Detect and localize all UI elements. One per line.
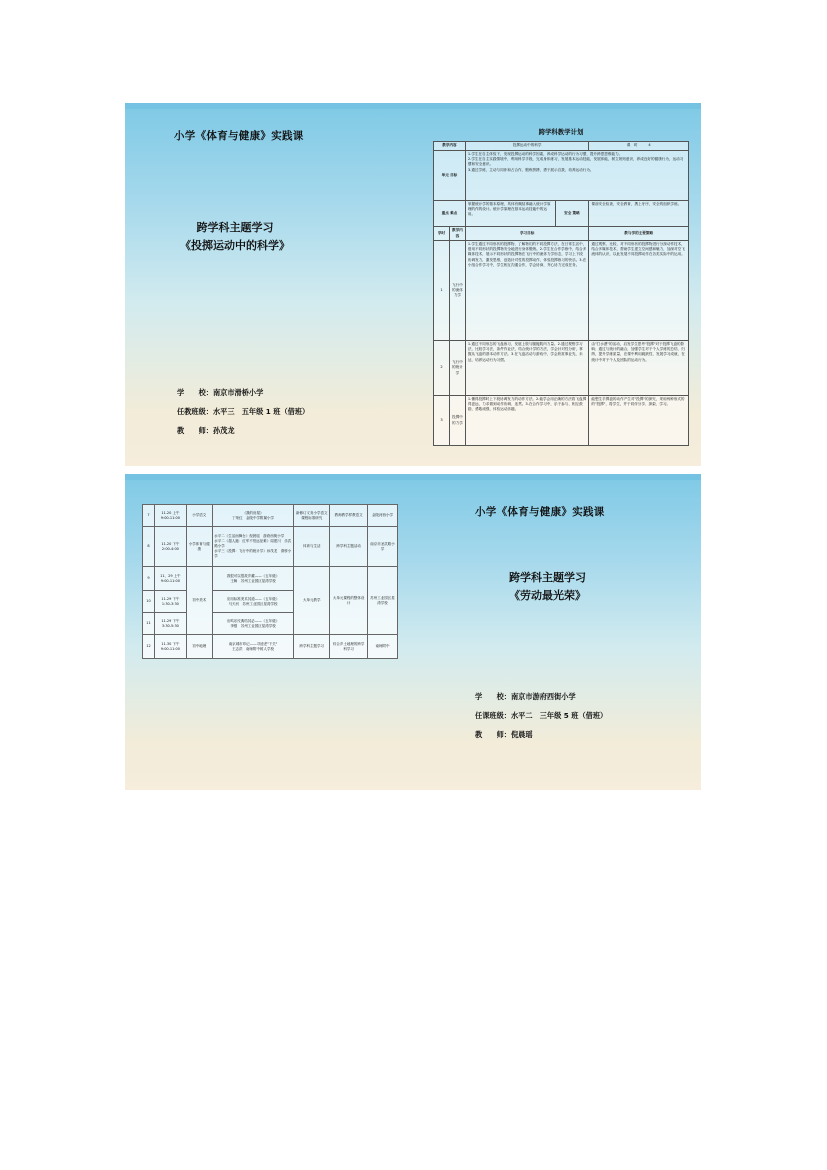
schedule-time: 11.20 上午 9:00-11:00 xyxy=(154,505,186,527)
schedule-content: 《我的房屋》 丁荣红 金陵中学附属小学 xyxy=(212,505,294,527)
plan-row xyxy=(434,396,689,446)
schedule-form: 跨学科主题活动 xyxy=(330,527,368,567)
col-content: 教学内容 xyxy=(449,227,465,241)
schedule-subject: 小学语文 xyxy=(186,505,212,527)
col-strategy: 教与学的主要策略 xyxy=(589,227,689,241)
schedule-number: 10 xyxy=(143,591,155,613)
schedule-number: 11 xyxy=(143,613,155,635)
row-strategy: 能想生手掷盘的动作产生对"投掷"的探究，采用两种形式的的"投掷"，将学生，并于同伴分享、探索、学习。 xyxy=(589,396,689,446)
schedule-row xyxy=(143,505,398,527)
theme-line1: 跨学科主题学习 xyxy=(196,221,274,234)
plan-row xyxy=(434,241,689,341)
schedule-topic: 跨学科主题学习 xyxy=(294,635,330,659)
schedule-host: 南京市圣武路小学 xyxy=(368,527,398,567)
col-hour: 学时 xyxy=(434,227,450,241)
row-number: 3 xyxy=(434,396,450,446)
theme-title xyxy=(475,569,620,605)
schedule-row xyxy=(143,635,398,659)
row-number: 1 xyxy=(434,241,450,341)
schedule-form: 教师教学样教语文 xyxy=(330,505,368,527)
school-label: 学 校： xyxy=(177,388,213,397)
schedule-time: 11.20 下午 2:00-4:00 xyxy=(154,527,186,567)
theme-line1: 跨学科主题学习 xyxy=(509,571,586,584)
safety-label: 安全 策略 xyxy=(555,201,589,227)
schedule-topic: 大单元教学 xyxy=(294,567,330,635)
theme-line2: 《投掷运动中的科学》 xyxy=(180,239,290,252)
unit-goal: 1.学生在自主体验下，发现投掷运动的科学因素，养成科学运动的行为习惯，提升跨思思维能力。 xyxy=(467,152,623,156)
col-goal: 学习目标 xyxy=(465,227,588,241)
schedule-topic: 体育与生活 xyxy=(294,527,330,567)
hours-label: 课 时 xyxy=(626,143,638,148)
teacher-name: 倪晨瑶 xyxy=(510,730,533,739)
row-topic: 飞行中的流体力学 xyxy=(449,241,465,341)
schedule-host: 苏州工业园区星湾学校 xyxy=(368,567,398,635)
row-topic: 投掷中的力学 xyxy=(449,396,465,446)
schedule-content: 南京城市印记——寻迹老"下关" 王志洪 南师附中树人学校 xyxy=(212,635,294,659)
slide-top-band xyxy=(125,474,701,480)
schedule-content: 出鸣乐纹典结其必——《五年级》 李强 苏州工业园区星湾学校 xyxy=(212,613,294,635)
school-name: 南京市游府西街小学 xyxy=(510,692,576,701)
cross-subject-plan-table xyxy=(433,141,689,446)
row-number: 2 xyxy=(434,341,450,396)
schedule-number: 9 xyxy=(143,567,155,591)
teacher-info xyxy=(475,687,607,744)
schedule-content: 应用标准美术其道——《五年级》 马天河 苏州工业园区星湾学校 xyxy=(212,591,294,613)
unit-goal: 2.学生在自主实践情境中，利用科学手段，完成身体练习，发展基本运动技能，发展体能，树立规则意识，养成良好的健康行为，运动习惯和安全意识。 xyxy=(467,157,684,167)
row-goal: 1.学生通过不同形状的投掷物，了解物们的不同投掷方法，在日常生活中，借用不同形状的投掷物安全地进行身体锻炼。2.学生在合作学练中，结合多媒体技术，展示不同形状的投掷物在飞行中的流体力学形态，学习上下段协调发力，激发思维，创造针对性的投掷动作，体验投掷练习的快乐。3.在小组合作学习中，学生相互沟通合作，学会协商，齐心协力完成任务。 xyxy=(465,241,588,341)
row-goal: 1.通过不同形态的飞盘练习，发展上肢与腰腿肌肉力量。2.通过观察学习法，比较学习法，条件作业法，结合统计学的方法，学会针对性分析，掌握从飞盘的基本动作方法。3.在飞盘活动与游戏中，学会欣赏事业先、未达，培养运动行为习惯。 xyxy=(465,341,588,396)
schedule-number: 8 xyxy=(143,527,155,567)
schedule-subject: 初中地理 xyxy=(186,635,212,659)
teacher-name: 孙茂龙 xyxy=(212,426,235,435)
class-name: 水平二 三年级 5 班（借班） xyxy=(510,711,608,720)
row-strategy: 由"打水漂"的活动，启发学生思考"投掷"对于投掷飞盘的影响；通过与统计的融合，加强学生对于个人学练的总结、归纳，提升学练质量，在课中利用跳跃性、发展学习成就，在统计中对于个人及团队的运动行为。 xyxy=(589,341,689,396)
course-title: 小学《体育与健康》实践课 xyxy=(475,506,605,518)
key-value: 掌握统计学的基本原理，具体有概括事融入统计学原理的作的设计。统计学原理在基本运动技能中的运用。 xyxy=(465,201,555,227)
schedule-time: 11、29 上午 9:00-11:00 xyxy=(154,567,186,591)
schedule-subject: 初中美术 xyxy=(186,567,212,635)
row-strategy: 通过观察、比较，对不同形状的投掷物进行分探动作技术，结合多媒体技术，帮助学生建立空间感和魅力，加深对空飞流体的认识，以此发展不同投掷动作在各类实际中的运用。 xyxy=(589,241,689,341)
schedule-number: 12 xyxy=(143,635,155,659)
schedule-form: 大单元课程的整体设计 xyxy=(330,567,368,635)
class-name: 水平三 五年级 1 班（借班） xyxy=(212,407,310,416)
hours-value: 4 xyxy=(648,143,651,148)
schedule-topic: 新修订义务小学语文课程标准研究 xyxy=(294,505,330,527)
teacher-label: 教 师： xyxy=(475,730,511,739)
course-title: 小学《体育与健康》实践课 xyxy=(174,130,304,142)
slide-top-band xyxy=(125,103,701,109)
class-label: 任教班级： xyxy=(177,407,213,416)
unit-goals xyxy=(465,151,688,201)
schedule-time: 11.29 下午 3:30-5:30 xyxy=(154,613,186,635)
plan-row xyxy=(434,341,689,396)
hours-cell xyxy=(589,142,689,151)
theme-title xyxy=(155,219,315,255)
schedule-content: 我很可以很故乡藏——《五年级》 王畅 苏州工业园区星湾学校 xyxy=(212,567,294,591)
school-label: 学 校： xyxy=(475,692,511,701)
class-label: 任课班级： xyxy=(475,711,511,720)
schedule-table xyxy=(142,504,398,659)
schedule-row xyxy=(143,527,398,567)
schedule-subject: 小学体育与健康 xyxy=(186,527,212,567)
schedule-time: 11.30 下午 9:00-11:00 xyxy=(154,635,186,659)
theme-line2: 《劳动最光荣》 xyxy=(509,589,586,602)
content-value: 投掷运动中的科学 xyxy=(465,142,588,151)
schedule-number: 7 xyxy=(143,505,155,527)
schedule-host: 南师附中 xyxy=(368,635,398,659)
schedule-content: 水平二《生活而舞台》倪晨瑶 游府西街小学 水平二《超人跑：红军不怕远征难》周建川 乐武路小学 水平三《投掷：飞行中的统计学》孙茂龙 滑桥小学 xyxy=(212,527,294,567)
content-label: 教学内容 xyxy=(434,142,466,151)
schedule-time: 11.29 下午 1:30-3:30 xyxy=(154,591,186,613)
teacher-info xyxy=(177,383,309,440)
unit-goal: 3.通过学练，主动与同伴和占合作，锻炼拼搏，勇于展示自我，培养运动行为。 xyxy=(467,167,594,172)
school-name: 南京市滑桥小学 xyxy=(212,388,264,397)
slide-throwing-science xyxy=(125,103,701,466)
teacher-label: 教 师： xyxy=(177,426,213,435)
slide-labor-glory xyxy=(125,474,701,790)
schedule-row xyxy=(143,567,398,591)
safety-value: 课前安全检查，安全教育，携上牙序，安全的组织学练。 xyxy=(589,201,689,227)
plan-title: 跨学科教学计划 xyxy=(538,128,584,136)
row-topic: 飞行中的统计学 xyxy=(449,341,465,396)
schedule-form: 综合乡土地理的跨学科学习 xyxy=(330,635,368,659)
row-goal: 1.懂得投掷时上下段协调发力的动作方法。2.能学会用正确的方法将飞盘掷得更远，力求做到动作协调、连贯。3.在合作学习中，乐于参与、相互鼓励，勇敢顽强，体验运动乐趣。 xyxy=(465,396,588,446)
key-label: 重点 难点 xyxy=(434,201,466,227)
schedule-host: 金陵河西小学 xyxy=(368,505,398,527)
goal-label: 单元 目标 xyxy=(434,151,466,201)
